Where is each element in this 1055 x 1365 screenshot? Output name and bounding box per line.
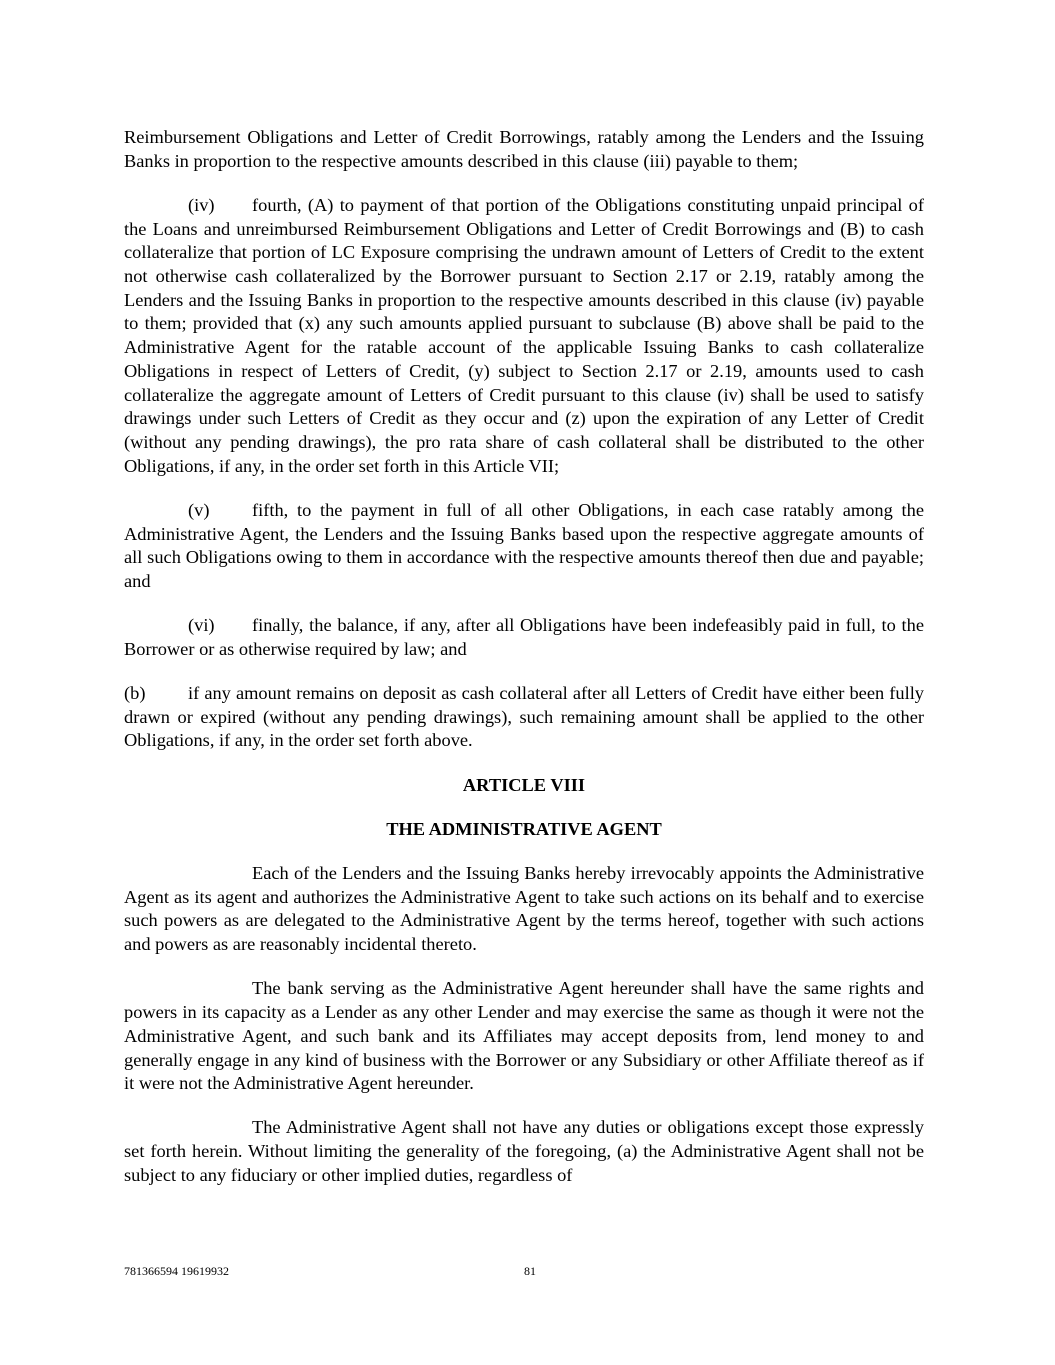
clause-iv-label: (iv) <box>188 194 215 215</box>
clause-vi-text: finally, the balance, if any, after all Obligations have been indefeasibly paid in full, to the Borrower or as otherwise required by law; and <box>124 615 924 659</box>
clause-v-label: (v) <box>188 499 210 520</box>
clause-v-paragraph <box>124 499 924 594</box>
clause-v-text: fifth, to the payment in full of all other Obligations, in each case ratably among the Administrative Agent, the Lenders and the Issuing Banks based upon the respective aggregate amounts of all such Obligations owing to them in accordance with the respective amounts thereof then due and payable; and <box>124 499 924 591</box>
clause-b-text: if any amount remains on deposit as cash collateral after all Letters of Credit have either been fully drawn or expired (without any pending drawings), such remaining amount shall be applied to the other Obligations, if any, in the order set forth above. <box>124 683 924 751</box>
clause-iv-text: fourth, (A) to payment of that portion of the Obligations constituting unpaid principal of the Loans and unreimbursed Reimbursement Obligations and Letter of Credit Borrowings and (B) to cash collateralize that portion of LC Exposure comprising the undrawn amount of Letters of Credit to the extent not otherwise cash collateralized by the Borrower pursuant to Section 2.17 or 2.19, ratably among the Lenders and the Issuing Banks in proportion to the respective amounts described in this clause (iv) payable to them; provided that (x) any such amounts applied pursuant to subclause (B) above shall be paid to the Administrative Agent for the ratable account of the applicable Issuing Banks to cash collateralize Obligations in respect of Letters of Credit, (y) subject to Section 2.17 or 2.19, amounts used to cash collateralize the aggregate amount of Letters of Credit pursuant to this clause (iv) shall be used to satisfy drawings under such Letters of Credit as they occur and (z) upon the expiration of any Letter of Credit (without any pending drawings), the pro rata share of cash collateral shall be distributed to the other Obligations, if any, in the order set forth in this Article VII; <box>124 194 924 476</box>
article-paragraph-2: The bank serving as the Administrative Agent hereunder shall have the same rights and powers in its capacity as a Lender as any other Lender and may exercise the same as though it were not the Administrative Agent, and such bank and its Affiliates may accept deposits from, lend money to and generally engage in any kind of business with the Borrower or any Subsidiary or other Affiliate thereof as if it were not the Administrative Agent hereunder. <box>124 978 924 1094</box>
clause-vi-label: (vi) <box>188 615 215 636</box>
document-body <box>124 126 924 1188</box>
article-paragraph-1: Each of the Lenders and the Issuing Banks hereby irrevocably appoints the Administrative Agent as its agent and authorizes the Administrative Agent to take such actions on its behalf and to exercise such powers as are delegated to the Administrative Agent by the terms hereof, together with such actions and powers as are reasonably incidental thereto. <box>124 863 924 955</box>
article-paragraph-3: The Administrative Agent shall not have any duties or obligations except those expressly set forth herein. Without limiting the generality of the foregoing, (a) the Administrative Agent shall not be subject to any fiduciary or other implied duties, regardless of <box>124 1117 924 1185</box>
footer-document-id: 781366594 19619932 <box>124 1264 229 1278</box>
article-number-heading: ARTICLE VIII <box>462 774 586 795</box>
footer-page-number: 81 <box>524 1264 536 1278</box>
clause-b-label: (b) <box>124 683 146 704</box>
continuation-paragraph: Reimbursement Obligations and Letter of Credit Borrowings, ratably among the Lenders and the Issuing Banks in proportion to the respective amounts described in this clause (iii) payable to them; <box>124 127 924 171</box>
clause-vi-paragraph <box>124 614 924 661</box>
article-title-heading: THE ADMINISTRATIVE AGENT <box>386 818 662 839</box>
clause-b-paragraph <box>124 682 924 753</box>
clause-iv-paragraph <box>124 194 924 478</box>
